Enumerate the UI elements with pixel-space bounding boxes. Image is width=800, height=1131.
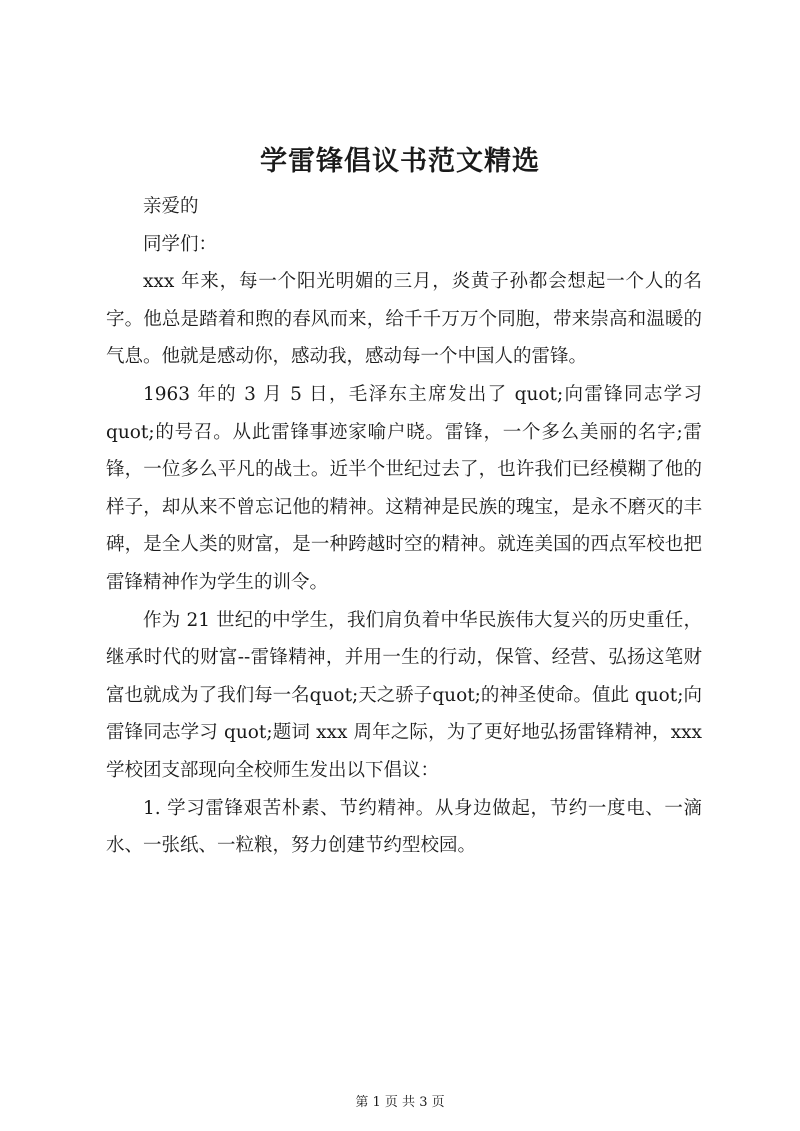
- salutation-line-1: 亲爱的: [143, 196, 199, 217]
- paragraph-2: 1963 年的 3 月 5 日，毛泽东主席发出了 quot;向雷锋同志学习 quot;的号召。从此雷锋事迹家喻户晓。雷锋，一个多么美丽的名字;雷锋，一位多么平凡的战士。近半个世纪过去了，也许我们已经模糊了他的样子，却从来不曾忘记他的精神。这精神是民族的瑰宝，是永不磨灭的丰碑，是全人类的财富，是一种跨越时空的精神。就连美国的西点军校也把雷锋精神作为学生的训令。: [106, 383, 702, 593]
- document-title: 学雷锋倡议书范文精选: [260, 146, 540, 177]
- paragraph-3: 作为 21 世纪的中学生，我们肩负着中华民族伟大复兴的历史重任，继承时代的财富--雷锋精神，并用一生的行动，保管、经营、弘扬这笔财富也就成为了我们每一名quot;天之骄子quot;的神圣使命。值此 quot;向雷锋同志学习 quot;题词 xxx 周年之际，为了更好地弘扬雷锋精神，xxx 学校团支部现向全校师生发出以下倡议：: [106, 609, 702, 781]
- paragraph-1: xxx 年来，每一个阳光明媚的三月，炎黄子孙都会想起一个人的名字。他总是踏着和煦的春风而来，给千千万万个同胞，带来崇高和温暖的气息。他就是感动你，感动我，感动每一个中国人的雷锋。: [106, 271, 702, 368]
- salutation-line-2: 同学们：: [143, 233, 218, 255]
- page-number-footer: 第 1 页 共 3 页: [355, 1095, 445, 1110]
- paragraph-4: 1. 学习雷锋艰苦朴素、节约精神。从身边做起，节约一度电、一滴水、一张纸、一粒粮，努力创建节约型校园。: [106, 797, 702, 857]
- document-body: [106, 188, 702, 865]
